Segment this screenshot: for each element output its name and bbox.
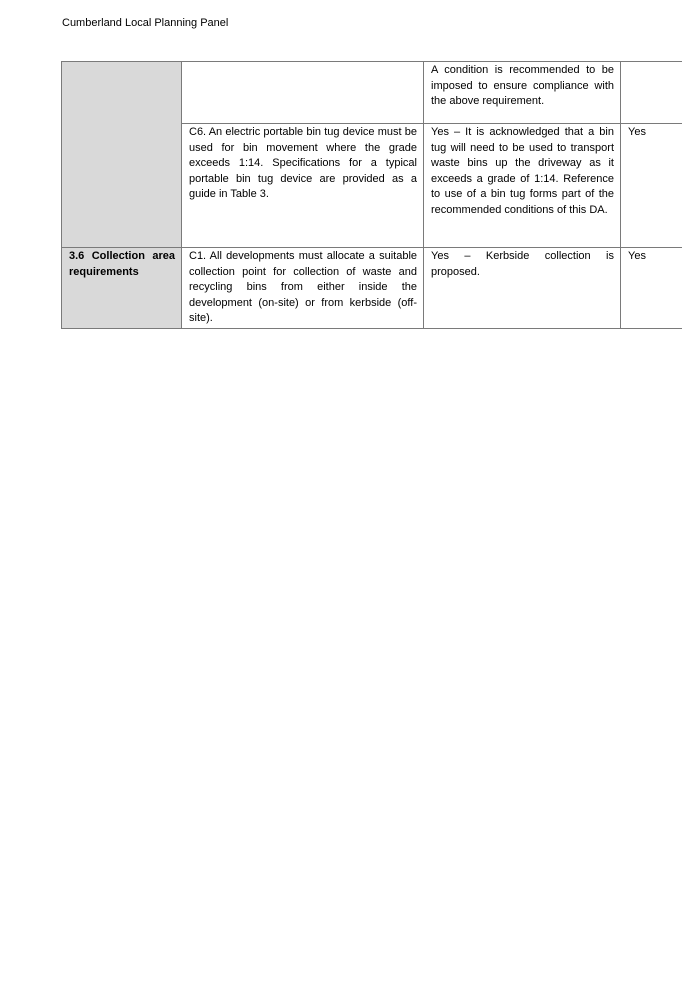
page-header: Cumberland Local Planning Panel [62,17,229,29]
proposal-cell: Yes – Kerbside collection is proposed. [424,248,621,329]
control-cell: C1. All developments must allocate a suitable collection point for collection of waste and recycling bins from either inside the development (on-site) or from kerbside (off-site). [182,248,424,329]
compliance-table [61,61,682,329]
proposal-cell: A condition is recommended to be imposed to ensure compliance with the above requirement. [424,62,621,124]
table-row [62,62,682,124]
category-cell [62,62,182,248]
table-row [62,248,682,329]
complies-cell: Yes [621,124,682,248]
category-cell: 3.6 Collection area requirements [62,248,182,329]
complies-cell: Yes [621,248,682,329]
control-cell [182,62,424,124]
proposal-cell: Yes – It is acknowledged that a bin tug will need to be used to transport waste bins up the driveway as it exceeds a grade of 1:14. Reference to use of a bin tug forms part of the recommended conditions of this DA. [424,124,621,248]
control-cell: C6. An electric portable bin tug device must be used for bin movement where the grade exceeds 1:14. Specifications for a typical portable bin tug device are provided as a guide in Table 3. [182,124,424,248]
complies-cell [621,62,682,124]
